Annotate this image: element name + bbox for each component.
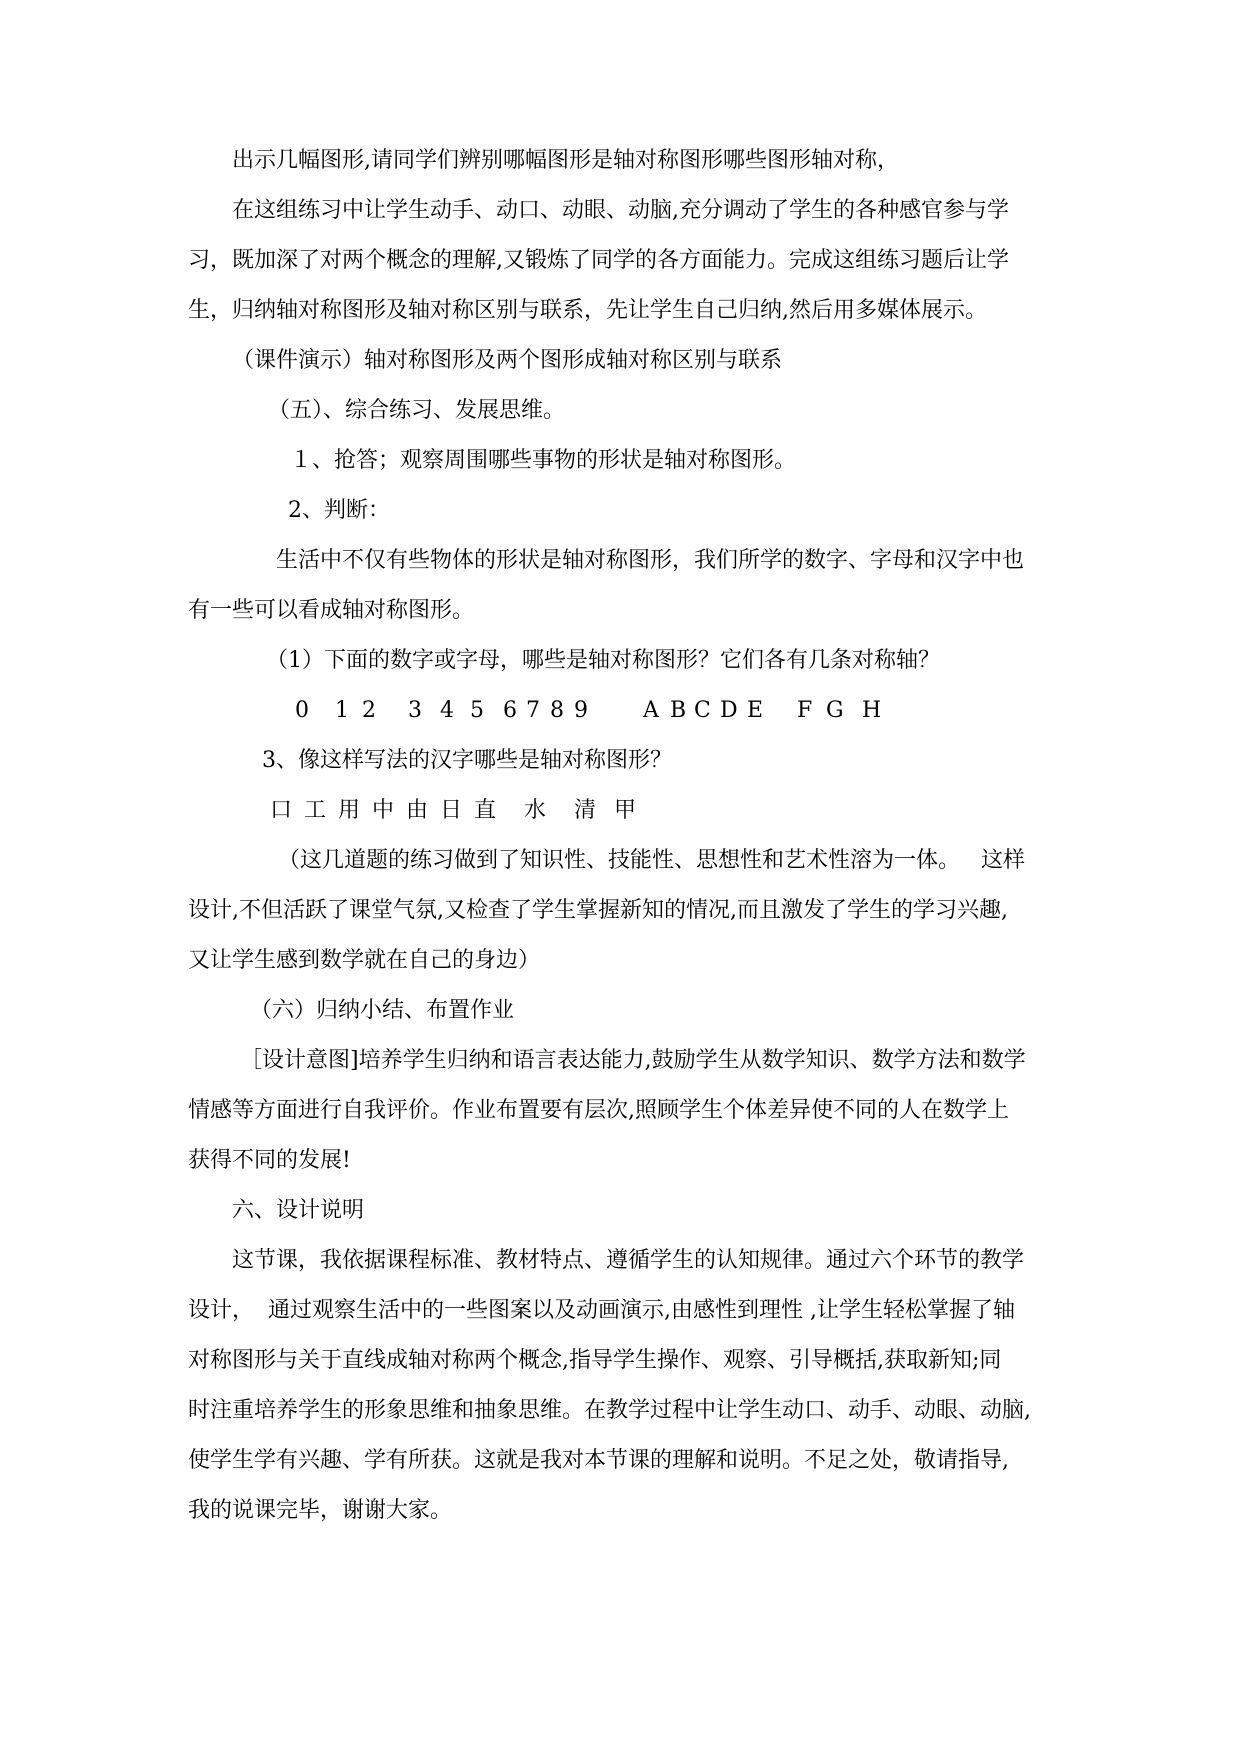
digits-and-letters-row — [0, 696, 1241, 726]
hanzi-yong: 用 — [338, 798, 361, 823]
paragraph-summary-line-6: 我的说课完毕，谢谢大家。 — [188, 1498, 453, 1523]
digit-9: 9 — [574, 698, 588, 723]
paragraph-life-line-1: 生活中不仅有些物体的形状是轴对称图形，我们所学的数字、字母和汉字中也 — [276, 548, 1025, 573]
paragraph-summary-line-4: 时注重培养学生的形象思维和抽象思维。在教学过程中让学生动口、动手、动眼、动脑, — [188, 1398, 1031, 1423]
letter-a: A — [643, 698, 659, 723]
letter-e: E — [747, 698, 764, 723]
hanzi-ri: 日 — [440, 798, 463, 823]
paragraph-exercise-line-2: 习，既加深了对两个概念的理解,又锻炼了同学的各方面能力。完成这组练习题后让学 — [188, 248, 1009, 273]
digit-4: 4 — [440, 698, 454, 723]
question-3: 3、像这样写法的汉字哪些是轴对称图形？ — [262, 748, 672, 773]
hanzi-row — [0, 796, 1241, 826]
digit-1: 1 — [335, 698, 349, 723]
digit-0: 0 — [295, 698, 309, 723]
paragraph-exercise-line-1: 在这组练习中让学生动手、动口、动眼、动脑,充分调动了学生的各种感官参与学 — [232, 198, 1009, 223]
hanzi-zhong: 中 — [372, 798, 395, 823]
paragraph-summary-line-3: 对称图形与关于直线成轴对称两个概念,指导学生操作、观察、引导概括,获取新知;同 — [188, 1348, 1002, 1373]
paragraph-summary-line-2: 设计， 通过观察生活中的一些图案以及动画演示,由感性到理性 ,让学生轻松掌握了轴 — [188, 1298, 1015, 1323]
section-heading-design-notes: 六、设计说明 — [232, 1198, 365, 1223]
paragraph-intro: 出示几幅图形,请同学们辨别哪幅图形是轴对称图形哪些图形轴对称， — [232, 148, 899, 173]
paragraph-reflection-line-3: 又让学生感到数学就在自己的身边） — [188, 948, 541, 973]
paragraph-reflection-line-1: （这几道题的练习做到了知识性、技能性、思想性和艺术性溶为一体。 这样 — [278, 848, 1025, 873]
item-2-judge: 2、判断： — [288, 498, 390, 523]
letter-f: F — [797, 698, 813, 723]
digit-3: 3 — [408, 698, 422, 723]
hanzi-you: 由 — [406, 798, 429, 823]
hanzi-kou: 口 — [270, 798, 293, 823]
courseware-demo-line: （课件演示）轴对称图形及两个图形成轴对称区别与联系 — [232, 348, 783, 373]
hanzi-qing: 清 — [574, 798, 597, 823]
digit-8: 8 — [550, 698, 564, 723]
letter-c: C — [694, 698, 711, 723]
paragraph-life-line-2: 有一些可以看成轴对称图形。 — [188, 598, 475, 623]
digit-7: 7 — [526, 698, 540, 723]
hanzi-jia: 甲 — [614, 798, 637, 823]
paragraph-reflection-line-2: 设计,不但活跃了课堂气氛,又检查了学生掌握新知的情况,而且激发了学生的学习兴趣, — [188, 898, 1008, 923]
hanzi-shui: 水 — [524, 798, 547, 823]
letter-g: G — [826, 698, 844, 723]
paragraph-exercise-line-3: 生，归纳轴对称图形及轴对称区别与联系，先让学生自己归纳,然后用多媒体展示。 — [188, 298, 987, 323]
letter-d: D — [720, 698, 738, 723]
letter-b: B — [670, 698, 687, 723]
hanzi-zhi: 直 — [474, 798, 497, 823]
section-heading-5: （五）、综合练习、发展思维。 — [268, 398, 566, 423]
letter-h: H — [862, 698, 882, 723]
paragraph-summary-line-1: 这节课，我依据课程标准、教材特点、遵循学生的认知规律。通过六个环节的教学 — [232, 1248, 1025, 1273]
digit-5: 5 — [470, 698, 484, 723]
hanzi-gong: 工 — [304, 798, 327, 823]
paragraph-design-intent-line-3: 获得不同的发展! — [188, 1148, 351, 1173]
digit-6: 6 — [503, 698, 517, 723]
paragraph-summary-line-5: 使学生学有兴趣、学有所获。这就是我对本节课的理解和说明。不足之处，敬请指导, — [188, 1448, 1009, 1473]
paragraph-design-intent-line-1: ［设计意图]培养学生归纳和语言表达能力,鼓励学生从数学知识、数学方法和数学 — [240, 1048, 1026, 1073]
question-1: （1）下面的数字或字母，哪些是轴对称图形？它们各有几条对称轴？ — [266, 648, 940, 673]
item-1-quick-answer: １、抢答；观察周围哪些事物的形状是轴对称图形。 — [290, 448, 797, 473]
section-heading-6: （六）归纳小结、布置作业 — [250, 998, 515, 1023]
digit-2: 2 — [362, 698, 376, 723]
paragraph-design-intent-line-2: 情感等方面进行自我评价。作业布置要有层次,照顾学生个体差异使不同的人在数学上 — [188, 1098, 1009, 1123]
